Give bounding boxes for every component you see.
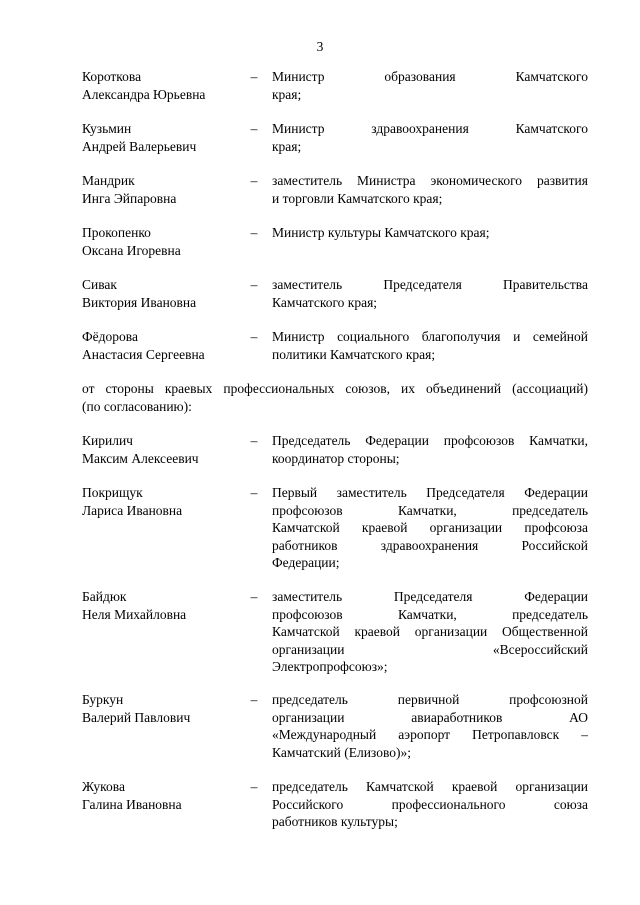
member-given-names: Неля Михайловна	[82, 606, 187, 622]
role-line: края;	[272, 138, 302, 154]
role-line: Министр образования Камчатского	[272, 69, 588, 84]
role-line: работников здравоохранения Российской	[272, 537, 588, 553]
member-name	[82, 68, 247, 103]
role-line: Министр культуры Камчатского края;	[272, 225, 490, 240]
member-surname: Байдюк	[82, 589, 127, 604]
role-line: заместитель Председателя Федерации	[272, 589, 588, 604]
member-name	[82, 172, 247, 207]
dash-separator: –	[250, 225, 258, 240]
member-role	[272, 778, 588, 831]
member-given-names: Максим Алексеевич	[82, 450, 199, 466]
member-role	[272, 224, 588, 242]
member-surname: Буркун	[82, 692, 124, 707]
member-surname: Сивак	[82, 277, 117, 292]
member-given-names: Галина Ивановна	[82, 796, 182, 812]
dash-separator: –	[250, 589, 258, 604]
dash-separator: –	[250, 277, 258, 292]
role-line: политики Камчатского края;	[272, 346, 436, 362]
member-given-names: Оксана Игоревна	[82, 242, 181, 258]
member-name	[82, 224, 247, 259]
member-role	[272, 68, 588, 103]
member-given-names: Анастасия Сергеевна	[82, 346, 205, 362]
member-given-names: Виктория Ивановна	[82, 294, 197, 310]
member-name	[82, 588, 247, 623]
member-given-names: Валерий Павлович	[82, 709, 191, 725]
role-line: Первый заместитель Председателя Федерации	[272, 485, 588, 500]
member-given-names: Андрей Валерьевич	[82, 138, 197, 154]
dash-separator: –	[250, 121, 258, 136]
dash-separator: –	[250, 433, 258, 448]
role-line: Камчатский (Елизово)»;	[272, 744, 411, 760]
role-line: Федерации;	[272, 555, 340, 570]
role-line: Министр социального благополучия и семейной	[272, 329, 588, 344]
role-line: Электропрофсоюз»;	[272, 659, 388, 674]
member-surname: Покрищук	[82, 485, 143, 500]
member-surname: Короткова	[82, 69, 142, 84]
role-line: Камчатской краевой организации Общественной	[272, 624, 588, 639]
dash-separator: –	[250, 329, 258, 344]
dash-separator: –	[250, 779, 258, 794]
member-surname: Кирилич	[82, 433, 133, 448]
role-line: Министр здравоохранения Камчатского	[272, 121, 588, 136]
role-line: организации авиаработников АО	[272, 709, 588, 725]
heading-line: (по согласованию):	[82, 398, 192, 414]
role-line: председатель Камчатской краевой организации	[272, 779, 588, 794]
member-role	[272, 691, 588, 761]
role-line: председатель первичной профсоюзной	[272, 692, 588, 707]
role-line: края;	[272, 86, 302, 102]
role-line: координатор стороны;	[272, 450, 400, 466]
member-given-names: Лариса Ивановна	[82, 502, 183, 518]
member-role	[272, 588, 588, 676]
member-surname: Кузьмин	[82, 121, 132, 136]
page-number: 3	[316, 39, 324, 54]
member-name	[82, 484, 247, 519]
role-line: организации «Всероссийский	[272, 641, 588, 657]
member-surname: Прокопенко	[82, 225, 151, 240]
member-name	[82, 778, 247, 813]
role-line: Камчатской краевой организации профсоюза	[272, 520, 588, 535]
member-role	[272, 484, 588, 572]
role-line: и торговли Камчатского края;	[272, 190, 443, 206]
role-line: заместитель Председателя Правительства	[272, 277, 588, 292]
role-line: Российского профессионального союза	[272, 796, 588, 812]
member-surname: Жукова	[82, 779, 125, 794]
role-line: работников культуры;	[272, 814, 398, 829]
member-name	[82, 328, 247, 363]
dash-separator: –	[250, 485, 258, 500]
member-role	[272, 328, 588, 363]
member-surname: Мандрик	[82, 173, 135, 188]
member-name	[82, 691, 247, 726]
heading-line: от стороны краевых профессиональных союзов, их объединений (ассоциаций)	[82, 381, 588, 396]
member-name	[82, 432, 247, 467]
dash-separator: –	[250, 173, 258, 188]
dash-separator: –	[250, 692, 258, 707]
member-name	[82, 276, 247, 311]
role-line: заместитель Министра экономического развития	[272, 173, 588, 188]
member-role	[272, 276, 588, 311]
member-role	[272, 172, 588, 207]
dash-separator: –	[250, 69, 258, 84]
member-given-names: Инга Эйпаровна	[82, 190, 177, 206]
member-role	[272, 432, 588, 467]
union-section-heading	[82, 380, 588, 415]
role-line: Председатель Федерации профсоюзов Камчатки,	[272, 433, 588, 448]
role-line: профсоюзов Камчатки, председатель	[272, 502, 588, 518]
member-surname: Фёдорова	[82, 329, 138, 344]
member-role	[272, 120, 588, 155]
role-line: Камчатского края;	[272, 294, 378, 310]
member-name	[82, 120, 247, 155]
role-line: профсоюзов Камчатки, председатель	[272, 606, 588, 622]
role-line: «Международный аэропорт Петропавловск –	[272, 727, 588, 742]
member-given-names: Александра Юрьевна	[82, 86, 206, 102]
